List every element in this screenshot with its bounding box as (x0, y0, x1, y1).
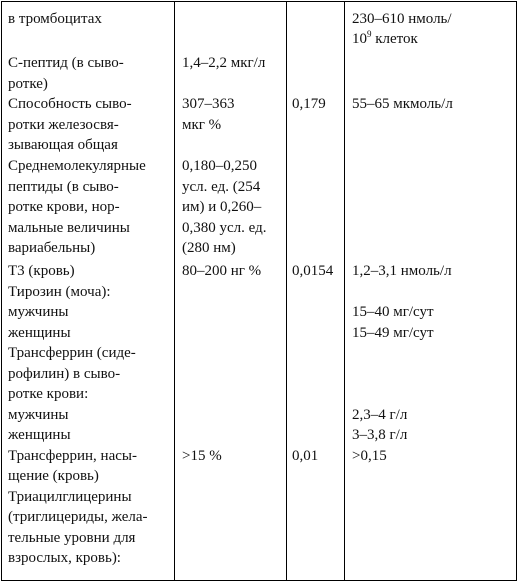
table-cell: 0,179 (292, 96, 326, 112)
table-cell: женщины (8, 427, 71, 443)
table-cell: 1,2–3,1 нмоль/л (352, 263, 452, 279)
column-divider-1 (174, 2, 175, 580)
table-cell: пептиды (в сыво- (8, 178, 119, 195)
table-cell: 0,01 (292, 447, 319, 464)
table-cell: 3–3,8 г/л (352, 427, 408, 443)
table-cell: женщины (8, 324, 71, 341)
column-divider-3 (344, 2, 345, 580)
table-cell: Т3 (кровь) (8, 263, 75, 279)
table-cell: 2,3–4 г/л (352, 406, 408, 423)
table-cell: (280 нм) (182, 240, 236, 256)
table-cell: Трансферрин (сиде- (8, 345, 136, 361)
table-cell: 0,380 усл. ед. (182, 219, 267, 236)
table-cell: 0,180–0,250 (182, 158, 257, 174)
table-cell: 15–40 мг/сут (352, 304, 434, 320)
table-cell: тельные уровни для (8, 529, 136, 546)
table-cell: Среднемолекулярные (8, 158, 146, 174)
table-cell: щение (кровь) (8, 468, 99, 484)
table-cell: 15–49 мг/сут (352, 324, 434, 341)
table-cell: 230–610 нмоль/ (352, 11, 452, 27)
table-cell: мужчины (8, 304, 69, 320)
table-cell: им) и 0,260– (182, 199, 262, 215)
table-cell: вариабельны) (8, 240, 96, 256)
table-cell: в тромбоцитах (8, 11, 102, 27)
table-cell: 1,4–2,2 мкг/л (182, 55, 266, 71)
table-cell: 0,0154 (292, 263, 334, 279)
table-cell: >15 % (182, 447, 222, 464)
table-cell: взрослых, кровь): (8, 550, 121, 566)
table-cell: $10^9$ клеток (352, 29, 418, 47)
table-cell: 80–200 нг % (182, 263, 262, 279)
table-cell: 55–65 мкмоль/л (352, 96, 453, 112)
table-cell: Трансферрин, насы- (8, 447, 137, 464)
table-cell: >0,15 (352, 447, 387, 464)
table-cell: мальные величины (8, 219, 130, 236)
table-cell: Тирозин (моча): (8, 283, 111, 300)
table-cell: рофилин) в сыво- (8, 365, 121, 382)
table-cell: ротке) (8, 75, 48, 92)
table-cell: Триацилглицерины (8, 488, 132, 505)
table-cell: мкг % (182, 116, 222, 133)
table-cell: Способность сыво- (8, 96, 132, 112)
table-cell: 307–363 (182, 96, 235, 112)
table-cell: ротке крови: (8, 386, 89, 402)
table-cell: С-пептид (в сыво- (8, 55, 124, 71)
table-cell: ротки железосвя- (8, 116, 119, 133)
table-cell: ротке крови, нор- (8, 199, 120, 215)
table-cell: (триглицериды, жела- (8, 509, 148, 525)
column-divider-2 (286, 2, 287, 580)
table-frame (1, 1, 517, 581)
table-cell: зывающая общая (8, 137, 118, 153)
table-cell: мужчины (8, 406, 69, 423)
table-cell: усл. ед. (254 (182, 178, 261, 195)
